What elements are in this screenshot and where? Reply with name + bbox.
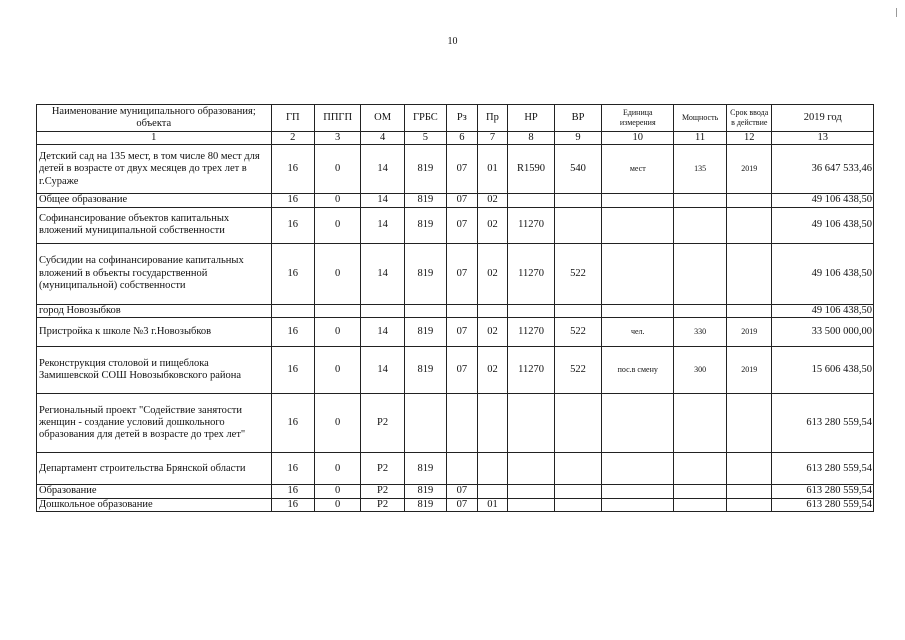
cell-vr: 522 xyxy=(554,347,602,394)
cell-ppgp: 0 xyxy=(314,318,360,347)
table-row xyxy=(37,498,874,511)
cell-nr: 11270 xyxy=(508,347,554,394)
cell-grbs: 819 xyxy=(404,453,446,485)
cell-pr: 02 xyxy=(477,318,508,347)
cell-om: 14 xyxy=(361,145,404,194)
cell-amount: 33 500 000,00 xyxy=(772,318,874,347)
cell-vr: 522 xyxy=(554,243,602,304)
cell-term xyxy=(727,304,772,317)
cell-term xyxy=(727,498,772,511)
row-name: Софинансирование объектов капитальных вложений муниципальной собственности xyxy=(37,207,272,243)
cell-nr xyxy=(508,485,554,498)
cell-unit xyxy=(602,498,674,511)
cell-vr xyxy=(554,485,602,498)
cell-grbs xyxy=(404,304,446,317)
cell-om: 14 xyxy=(361,194,404,207)
cell-term xyxy=(727,207,772,243)
cell-om: 14 xyxy=(361,347,404,394)
cell-capacity: 135 xyxy=(674,145,727,194)
col-number: 2 xyxy=(271,132,314,145)
cell-pr: 02 xyxy=(477,243,508,304)
col-header-unit: Единица измерения xyxy=(602,105,674,132)
cell-nr xyxy=(508,304,554,317)
row-name: город Новозыбков xyxy=(37,304,272,317)
cell-rz: 07 xyxy=(447,485,478,498)
row-name: Детский сад на 135 мест, в том числе 80 мест для детей в возрасте от двух месяцев до трех лет в г.Сураже xyxy=(37,145,272,194)
cell-ppgp xyxy=(314,304,360,317)
cell-term xyxy=(727,194,772,207)
cell-term xyxy=(727,243,772,304)
cell-capacity: 330 xyxy=(674,318,727,347)
cell-ppgp: 0 xyxy=(314,485,360,498)
cell-capacity xyxy=(674,485,727,498)
cell-grbs: 819 xyxy=(404,318,446,347)
col-number: 8 xyxy=(508,132,554,145)
cell-om: Р2 xyxy=(361,498,404,511)
table-row xyxy=(37,194,874,207)
table-row xyxy=(37,207,874,243)
col-header-grbs: ГРБС xyxy=(404,105,446,132)
cell-ppgp: 0 xyxy=(314,394,360,453)
cell-pr: 01 xyxy=(477,145,508,194)
row-name: Региональный проект "Содействие занятости женщин - создание условий дошкольного образования для детей в возрасте до трех лет" xyxy=(37,394,272,453)
table-row xyxy=(37,453,874,485)
cell-om: Р2 xyxy=(361,453,404,485)
col-header-vr: ВР xyxy=(554,105,602,132)
col-header-pr: Пр xyxy=(477,105,508,132)
cell-amount: 49 106 438,50 xyxy=(772,194,874,207)
cell-pr: 02 xyxy=(477,347,508,394)
cell-ppgp: 0 xyxy=(314,347,360,394)
cell-grbs: 819 xyxy=(404,207,446,243)
cell-capacity xyxy=(674,194,727,207)
col-number: 1 xyxy=(37,132,272,145)
cell-capacity xyxy=(674,207,727,243)
table-row xyxy=(37,304,874,317)
cell-grbs: 819 xyxy=(404,194,446,207)
scan-edge-mark xyxy=(896,8,897,17)
cell-nr xyxy=(508,453,554,485)
table-row xyxy=(37,318,874,347)
col-header-name: Наименование муниципального образования; объекта xyxy=(37,105,272,132)
cell-grbs: 819 xyxy=(404,347,446,394)
col-header-2019: 2019 год xyxy=(772,105,874,132)
cell-term xyxy=(727,453,772,485)
col-number: 13 xyxy=(772,132,874,145)
cell-rz: 07 xyxy=(447,243,478,304)
cell-gp: 16 xyxy=(271,498,314,511)
cell-capacity xyxy=(674,498,727,511)
cell-om: 14 xyxy=(361,207,404,243)
cell-gp: 16 xyxy=(271,347,314,394)
cell-gp: 16 xyxy=(271,453,314,485)
col-header-nr: НР xyxy=(508,105,554,132)
cell-om: 14 xyxy=(361,318,404,347)
cell-rz: 07 xyxy=(447,498,478,511)
cell-rz xyxy=(447,394,478,453)
table-row xyxy=(37,145,874,194)
col-number: 3 xyxy=(314,132,360,145)
col-number: 10 xyxy=(602,132,674,145)
cell-om: Р2 xyxy=(361,394,404,453)
table-row xyxy=(37,243,874,304)
cell-capacity xyxy=(674,243,727,304)
cell-om: 14 xyxy=(361,243,404,304)
cell-amount: 36 647 533,46 xyxy=(772,145,874,194)
cell-amount: 49 106 438,50 xyxy=(772,304,874,317)
row-name: Субсидии на софинансирование капитальных вложений в объекты государственной (муниципальной) собственности xyxy=(37,243,272,304)
col-number: 6 xyxy=(447,132,478,145)
cell-vr xyxy=(554,207,602,243)
cell-grbs: 819 xyxy=(404,498,446,511)
col-header-capacity: Мощность xyxy=(674,105,727,132)
table-row xyxy=(37,347,874,394)
cell-unit: пос.в смену xyxy=(602,347,674,394)
cell-nr: 11270 xyxy=(508,207,554,243)
cell-amount: 613 280 559,54 xyxy=(772,498,874,511)
cell-gp: 16 xyxy=(271,243,314,304)
cell-rz: 07 xyxy=(447,347,478,394)
col-header-term: Срок ввода в действие xyxy=(727,105,772,132)
cell-rz: 07 xyxy=(447,145,478,194)
cell-amount: 613 280 559,54 xyxy=(772,485,874,498)
col-number: 9 xyxy=(554,132,602,145)
cell-ppgp: 0 xyxy=(314,498,360,511)
cell-capacity xyxy=(674,453,727,485)
cell-pr: 02 xyxy=(477,194,508,207)
cell-amount: 15 606 438,50 xyxy=(772,347,874,394)
col-header-gp: ГП xyxy=(271,105,314,132)
column-number-row xyxy=(37,132,874,145)
cell-om: Р2 xyxy=(361,485,404,498)
header-row xyxy=(37,105,874,132)
cell-vr xyxy=(554,394,602,453)
cell-nr xyxy=(508,194,554,207)
cell-vr xyxy=(554,194,602,207)
cell-gp: 16 xyxy=(271,145,314,194)
cell-rz: 07 xyxy=(447,194,478,207)
cell-unit xyxy=(602,243,674,304)
col-number: 12 xyxy=(727,132,772,145)
cell-term: 2019 xyxy=(727,318,772,347)
col-header-om: ОМ xyxy=(361,105,404,132)
col-number: 5 xyxy=(404,132,446,145)
cell-ppgp: 0 xyxy=(314,243,360,304)
table-row xyxy=(37,394,874,453)
cell-nr xyxy=(508,394,554,453)
cell-vr xyxy=(554,498,602,511)
cell-nr xyxy=(508,498,554,511)
cell-unit: мест xyxy=(602,145,674,194)
cell-vr xyxy=(554,453,602,485)
cell-amount: 49 106 438,50 xyxy=(772,207,874,243)
cell-ppgp: 0 xyxy=(314,194,360,207)
cell-unit: чел. xyxy=(602,318,674,347)
cell-pr xyxy=(477,453,508,485)
cell-gp: 16 xyxy=(271,207,314,243)
cell-grbs xyxy=(404,394,446,453)
cell-capacity xyxy=(674,304,727,317)
cell-capacity xyxy=(674,394,727,453)
cell-unit xyxy=(602,394,674,453)
cell-unit xyxy=(602,194,674,207)
cell-term: 2019 xyxy=(727,347,772,394)
cell-nr: 11270 xyxy=(508,243,554,304)
cell-pr: 01 xyxy=(477,498,508,511)
col-number: 11 xyxy=(674,132,727,145)
cell-nr: R1590 xyxy=(508,145,554,194)
page-number: 10 xyxy=(447,36,458,47)
cell-gp: 16 xyxy=(271,485,314,498)
cell-amount: 49 106 438,50 xyxy=(772,243,874,304)
row-name: Департамент строительства Брянской области xyxy=(37,453,272,485)
cell-pr xyxy=(477,304,508,317)
cell-unit xyxy=(602,485,674,498)
cell-term xyxy=(727,485,772,498)
cell-nr: 11270 xyxy=(508,318,554,347)
cell-ppgp: 0 xyxy=(314,207,360,243)
cell-unit xyxy=(602,304,674,317)
cell-gp: 16 xyxy=(271,394,314,453)
cell-gp: 16 xyxy=(271,318,314,347)
cell-amount: 613 280 559,54 xyxy=(772,394,874,453)
cell-capacity: 300 xyxy=(674,347,727,394)
cell-pr xyxy=(477,394,508,453)
cell-ppgp: 0 xyxy=(314,453,360,485)
cell-om xyxy=(361,304,404,317)
cell-grbs: 819 xyxy=(404,485,446,498)
cell-rz xyxy=(447,304,478,317)
cell-vr xyxy=(554,304,602,317)
col-header-rz: Рз xyxy=(447,105,478,132)
cell-gp: 16 xyxy=(271,194,314,207)
cell-rz: 07 xyxy=(447,318,478,347)
row-name: Пристройка к школе №3 г.Новозыбков xyxy=(37,318,272,347)
row-name: Общее образование xyxy=(37,194,272,207)
cell-ppgp: 0 xyxy=(314,145,360,194)
cell-amount: 613 280 559,54 xyxy=(772,453,874,485)
cell-gp xyxy=(271,304,314,317)
col-number: 7 xyxy=(477,132,508,145)
cell-pr: 02 xyxy=(477,207,508,243)
row-name: Реконструкция столовой и пищеблока Замишевской СОШ Новозыбковского района xyxy=(37,347,272,394)
cell-rz xyxy=(447,453,478,485)
cell-term: 2019 xyxy=(727,145,772,194)
cell-rz: 07 xyxy=(447,207,478,243)
cell-unit xyxy=(602,453,674,485)
budget-table xyxy=(36,104,874,512)
cell-vr: 522 xyxy=(554,318,602,347)
cell-grbs: 819 xyxy=(404,243,446,304)
cell-grbs: 819 xyxy=(404,145,446,194)
col-header-ppgp: ППГП xyxy=(314,105,360,132)
cell-term xyxy=(727,394,772,453)
col-number: 4 xyxy=(361,132,404,145)
cell-vr: 540 xyxy=(554,145,602,194)
row-name: Образование xyxy=(37,485,272,498)
table-row xyxy=(37,485,874,498)
row-name: Дошкольное образование xyxy=(37,498,272,511)
cell-pr xyxy=(477,485,508,498)
cell-unit xyxy=(602,207,674,243)
